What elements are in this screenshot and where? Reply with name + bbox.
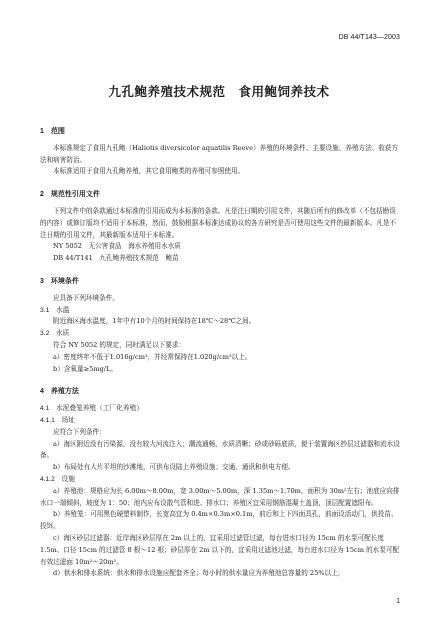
- paragraph: c）海区砂层过滤器：近岸海区砂层厚在 2m 以上的，宜采用过滤管过滤，每台进水口径为 15cm 的水泵可配长度 1.5m、口径 15cm 的过滤管 8 根～12 根；砂层厚在 2m 以下的，宜采用过滤池过滤，每台进水口径为 15cm 的水泵可配有效过滤面 10m²～20m²。: [40, 533, 400, 566]
- paragraph: b）含氧量≥5mg/L。: [53, 364, 117, 373]
- section-heading: 2 规范性引用文件: [40, 191, 100, 199]
- section-heading: 4 养殖方法: [40, 388, 79, 396]
- paragraph: 本标准规定了食用九孔鲍（Haliotis diversicolor aquatilis Reeve）养殖的环境条件、主要设施、养殖方法、收获方法和病害防治。: [40, 143, 399, 164]
- reference-item: NY 5052 无公害食品 海水养殖用水水质: [53, 242, 181, 251]
- paragraph: 应符合下列条件：: [53, 427, 106, 436]
- paragraph: b）养殖笼：可用黑色硬塑料制作，长宽高宜为 0.4m×0.3m×0.1m，前后和上下四面具孔，前面设活动门，供投苗、投饵。: [40, 510, 398, 531]
- reference-item: DB 44/T141 九孔鲍养殖技术规范 鲍苗: [53, 254, 179, 263]
- paragraph: b）布局处有人片平坦的沙滩地，可供布设陆上养殖设施；交通、通讯和供电方便。: [53, 463, 295, 472]
- paragraph: 下列文件中的条款通过本标准的引用而成为本标准的条款。凡是注日期的引用文件，其随后所有的修改单（不包括勘误的内容）或修订版均不适用于本标准，然而，鼓励根据本标准达成协议的各方研究是否可使用这些文件的最新版本。凡是不注日期的引用文件，其最新版本适用于本标准。: [40, 206, 397, 239]
- subsection-heading: 4.1.1 场址: [40, 416, 75, 424]
- paragraph: a）海区附近没有污染源，没有较大河流注入；潮流通畅，水质清晰；砂或砂砾底质，便于装置海区抄层过滤器和流水设备。: [40, 439, 400, 460]
- paragraph: a）养殖池：规格应为长 6.00m～8.00m，宽 3.00m～5.00m，深 1.35m～1.70m，面积为 30m²左右；池底应向排水口一端倾斜，坡度为 1：50；池内应布设散气管和进、排水口；养殖区宜采用钢筋混凝土盖顶，顶层配置遮阳布。: [40, 486, 400, 507]
- page-title: 九孔鲍养殖技术规范 食用鲍饲养技术: [108, 84, 330, 99]
- page-number: 1: [396, 598, 400, 605]
- section-heading: 3 环境条件: [40, 277, 79, 285]
- section-heading: 1 范围: [40, 128, 65, 135]
- paragraph: 附近海区海水温度，1年中有10个月的时间保持在18℃～28℃之间。: [53, 317, 256, 326]
- paragraph: a）密度终年不低于1.016g/cm³，并经常保持在1.020g/cm³以上。: [53, 352, 252, 361]
- paragraph: 本标准适用于食用九孔鲍养殖，其它食用鲍类的养殖可参照使用。: [53, 167, 245, 176]
- paragraph: d）供水和排水系统：供水和排水设施应配套齐全；每小时的供水量应为养殖池总容量的 25%以上，: [53, 569, 345, 578]
- paragraph: 应具备下列环境条件。: [53, 293, 119, 302]
- paragraph: 符合 NY 5052 的规定，同时满足以下要求：: [53, 340, 186, 349]
- subsection-heading: 3.1 水温: [40, 306, 70, 314]
- subsection-heading: 3.2 水质: [40, 330, 70, 338]
- standard-code: DB 44/T143—2003: [338, 34, 400, 41]
- subsection-heading: 4.1 水泥叠笼养殖（工厂化养殖）: [40, 405, 143, 413]
- subsection-heading: 4.1.2 设施: [40, 475, 75, 483]
- document-body: [40, 126, 402, 580]
